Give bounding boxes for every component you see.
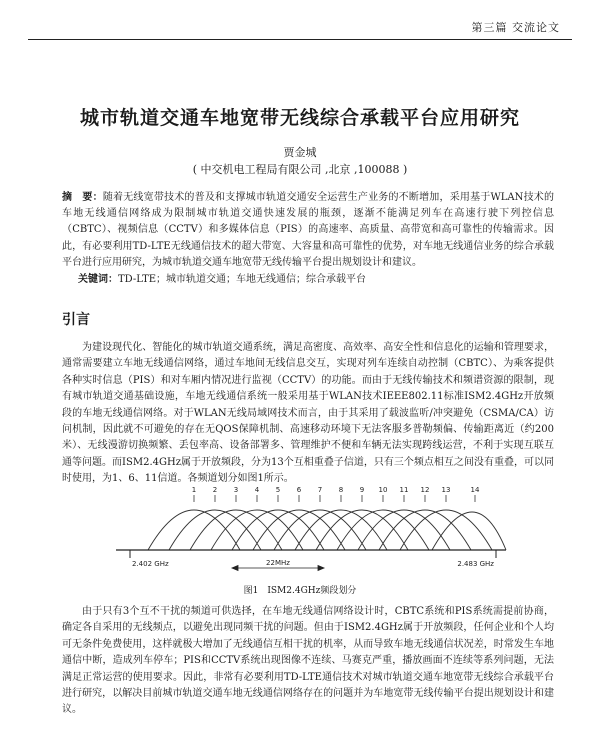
channel-label: 8 <box>338 486 344 494</box>
keywords-text: TD-LTE；城市轨道交通；车地无线通信；综合承载平台 <box>118 274 367 285</box>
page-header <box>0 18 600 40</box>
channel-label: 9 <box>359 486 365 494</box>
channel-label: 6 <box>296 486 302 494</box>
abstract-label: 摘 要： <box>62 192 103 203</box>
intro-paragraph-2: 由于只有3个互不干扰的频道可供选择，在车地无线通信网络设计时，CBTC系统和PIS系统需提前协商，确定各自采用的无线频点，以避免出现同频干扰的问题。但由于ISM2.4GHz属于开放频段，任何企业和个人均可无条件免费使用，这样就极大增加了无线通信互相干扰的机率，从而导致车地无线通信状况差，时常发生车地通信中断，造成列车停车；PIS和CCTV系统出现图像不连续、马赛克严重，播放画面不连续等系列问题，无法满足正常运营的使用要求。因此，非常有必要利用TD-LTE通信技术对城市轨道交通车地宽带无线综合承载平台进行研究，以解决目前城市轨道交通车地无线通信网络存在的问题并为车地宽带无线传输平台提出规划设计和建议。 <box>62 606 554 716</box>
section-heading-intro: 引言 <box>62 312 90 328</box>
author-name: 贾金城 <box>283 146 317 159</box>
figure-caption: 图1 ISM2.4GHz频段划分 <box>243 586 357 596</box>
header-rule <box>28 39 572 40</box>
channel-label: 2 <box>212 486 218 494</box>
channel-curves <box>148 510 506 550</box>
freq-end-label: 2.483 GHz <box>457 560 494 568</box>
channel-label: 1 <box>191 486 197 494</box>
channel-label: 13 <box>441 486 451 494</box>
author-affiliation: ( 中交机电工程局有限公司 ,北京 ,100088 ) <box>192 163 408 176</box>
channel-label: 14 <box>470 486 480 494</box>
channel-label: 7 <box>317 486 323 494</box>
bandwidth-label: 22MHz <box>266 559 290 567</box>
channel-label: 10 <box>378 486 388 494</box>
channel-label: 12 <box>420 486 430 494</box>
intro-paragraph-1: 为建设现代化、智能化的城市轨道交通系统，满足高密度、高效率、高安全性和信息化的运输和管理要求，通常需要建立车地无线通信网络，通过车地间无线信息交互，实现对列车连续自动控制（CBTC）、为乘客提供各种实时信息（PIS）和对车厢内情况进行监视（CCTV）的功能。而由于无线传输技术和频谱资源的限制，现有城市轨道交通基础设施，车地无线通信系统一般采用基于WLAN技术IEEE802.11标准ISM2.4GHz开放频段的车地无线通信网络。对于WLAN无线局域网技术而言，由于其采用了载波监听/冲突避免（CSMA/CA）访问机制，因此就不可避免的存在无QOS保障机制、高速移动环境下无法客服多普勒频偏、传输距离近（约200米）、无线漫游切换频繁、丢包率高、设备部署多、管理维护不便和车辆无法实现跨线运营，不利于实现互联互通等问题。而ISM2.4GHz属于开放频段，分为13个互相重叠子信道，只有三个频点相互之间没有重叠，可以同时使用，为1、6、11信道。各频道划分如图1所示。 <box>62 342 554 485</box>
section-label: 第三篇 交流论文 <box>471 21 560 34</box>
abstract-text: 随着无线宽带技术的普及和支撑城市轨道交通安全运营生产业务的不断增加，采用基于WLAN技术的车地无线通信网络成为限制城市轨道交通快速发展的瓶颈，逐渐不能满足列车在高速行驶下列控信息（CBTC）、视频信息（CCTV）和多媒体信息（PIS）的高速率、高质量、高带宽和高可靠性的传输需求。因此，有必要利用TD-LTE无线通信技术的超大带宽、大容量和高可靠性的优势，对车地无线通信业务的综合承载平台进行应用研究，为城市轨道交通车地宽带无线传输平台提出规划设计和建议。 <box>62 192 555 268</box>
paper-title: 城市轨道交通车地宽带无线综合承载平台应用研究 <box>79 107 520 129</box>
abstract <box>62 190 554 271</box>
channel-labels <box>192 486 480 494</box>
channel-diagram <box>110 482 510 582</box>
channel-ticks <box>194 495 475 502</box>
keywords <box>78 272 554 288</box>
freq-start-label: 2.402 GHz <box>132 560 169 568</box>
channel-label: 5 <box>275 486 281 494</box>
keywords-label: 关键词： <box>78 274 118 285</box>
channel-label: 11 <box>399 486 409 494</box>
channel-label: 3 <box>233 486 239 494</box>
channel-label: 4 <box>254 486 260 494</box>
